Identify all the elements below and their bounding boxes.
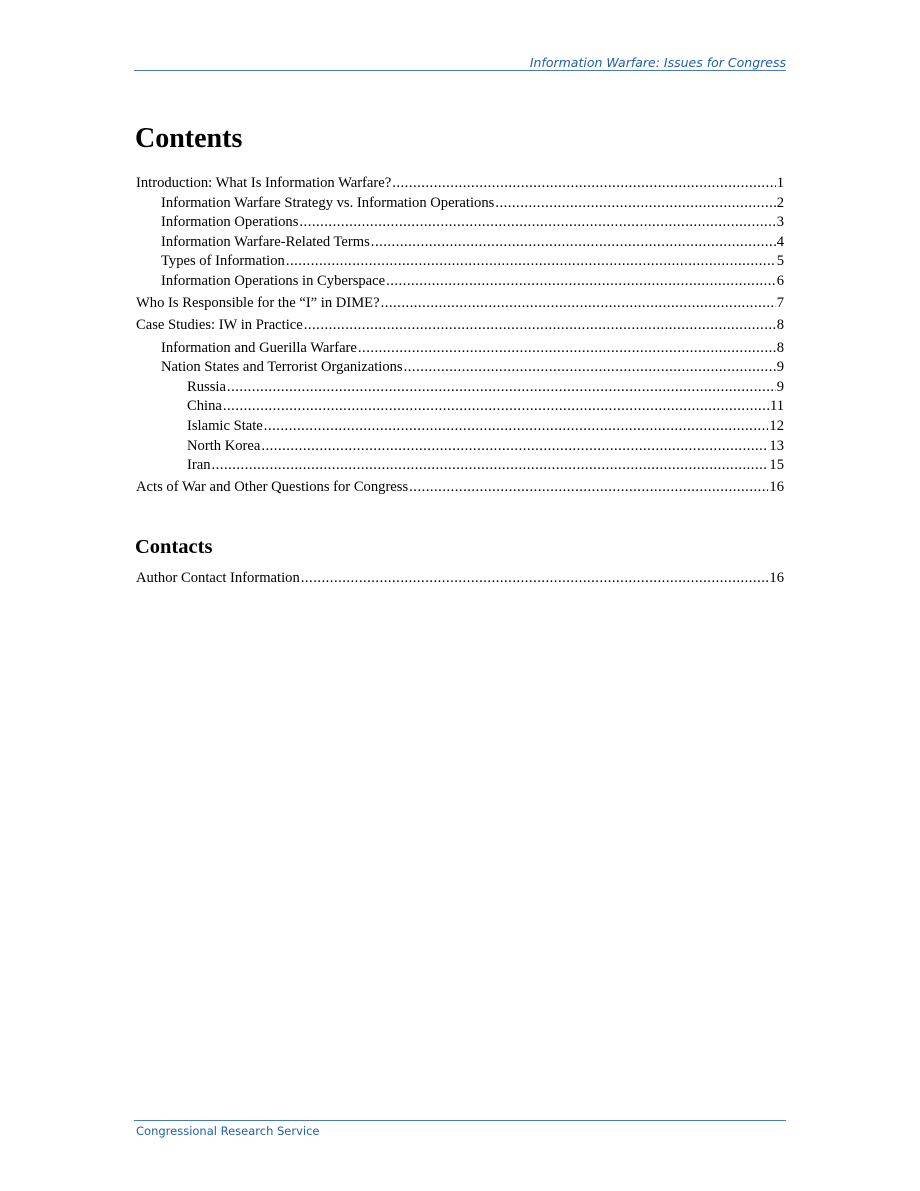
- dot-leader: [381, 294, 776, 314]
- dot-leader: [212, 456, 769, 476]
- toc-entry[interactable]: [136, 339, 784, 359]
- dot-leader: [392, 174, 775, 194]
- dot-leader: [301, 569, 769, 589]
- toc-entry-title: China: [187, 398, 222, 415]
- toc-entry-page: 8: [776, 339, 784, 356]
- toc-entry[interactable]: [136, 437, 784, 457]
- toc-entry-title: Acts of War and Other Questions for Congress: [136, 479, 409, 496]
- contacts-heading: Contacts: [135, 536, 213, 558]
- footer-text: Congressional Research Service: [136, 1124, 320, 1138]
- toc-entry-title: Information Operations: [161, 214, 299, 231]
- toc-entry[interactable]: [136, 569, 784, 589]
- toc-entry[interactable]: [136, 174, 784, 194]
- toc-entry-title: Russia: [187, 378, 226, 395]
- contacts-list: [136, 569, 784, 589]
- toc-entry[interactable]: [136, 358, 784, 378]
- toc-entry-title: Types of Information: [161, 253, 285, 270]
- running-footer: [134, 1120, 786, 1138]
- toc-entry-page: 13: [769, 437, 784, 454]
- dot-leader: [404, 358, 776, 378]
- dot-leader: [304, 316, 776, 336]
- dot-leader: [495, 194, 775, 214]
- dot-leader: [358, 339, 776, 359]
- toc-entry-title: Information Warfare Strategy vs. Information Operations: [161, 194, 495, 211]
- dot-leader: [227, 378, 776, 398]
- toc-entry-title: Nation States and Terrorist Organizations: [161, 359, 403, 376]
- toc-entry-title: Case Studies: IW in Practice: [136, 317, 303, 334]
- header-title: Information Warfare: Issues for Congress: [529, 55, 786, 70]
- dot-leader: [299, 213, 775, 233]
- dot-leader: [261, 437, 768, 457]
- toc-entry-page: 11: [769, 398, 784, 415]
- toc-entry[interactable]: [136, 478, 784, 498]
- toc-entry-title: Information Operations in Cyberspace: [161, 272, 386, 289]
- toc-entry-page: 9: [776, 378, 784, 395]
- toc-entry-title: Information Warfare-Related Terms: [161, 233, 370, 250]
- toc-entry[interactable]: [136, 233, 784, 253]
- toc-entry[interactable]: [136, 417, 784, 437]
- toc-entry-title: Islamic State: [187, 417, 263, 434]
- dot-leader: [371, 233, 776, 253]
- toc-entry[interactable]: [136, 397, 784, 417]
- table-of-contents: [136, 174, 784, 498]
- toc-entry[interactable]: [136, 456, 784, 476]
- toc-entry-page: 8: [776, 317, 784, 334]
- toc-entry[interactable]: [136, 378, 784, 398]
- dot-leader: [264, 417, 769, 437]
- toc-entry-title: Information and Guerilla Warfare: [161, 339, 357, 356]
- toc-entry-title: Iran: [187, 457, 211, 474]
- toc-entry-page: 1: [776, 175, 784, 191]
- toc-entry-page: 16: [769, 479, 784, 496]
- toc-entry-page: 5: [776, 253, 784, 270]
- toc-entry-page: 16: [769, 570, 784, 586]
- dot-leader: [223, 397, 769, 417]
- toc-entry[interactable]: [136, 213, 784, 233]
- dot-leader: [286, 252, 776, 272]
- toc-entry[interactable]: [136, 252, 784, 272]
- toc-entry[interactable]: [136, 272, 784, 292]
- toc-entry-page: 7: [776, 295, 784, 312]
- dot-leader: [409, 478, 768, 498]
- toc-entry[interactable]: [136, 194, 784, 214]
- toc-entry-page: 9: [776, 359, 784, 376]
- toc-entry-page: 2: [776, 194, 784, 211]
- toc-entry-page: 15: [769, 457, 784, 474]
- toc-entry-title: Who Is Responsible for the “I” in DIME?: [136, 295, 380, 312]
- running-header: [134, 54, 786, 71]
- toc-entry[interactable]: [136, 316, 784, 336]
- toc-entry-title: North Korea: [187, 437, 261, 454]
- toc-entry-page: 6: [776, 272, 784, 289]
- toc-entry-page: 12: [769, 417, 784, 434]
- toc-entry-title: Introduction: What Is Information Warfare?: [136, 175, 392, 191]
- toc-entry-title: Author Contact Information: [136, 570, 300, 586]
- dot-leader: [386, 272, 776, 292]
- toc-entry-page: 4: [776, 233, 784, 250]
- contents-heading: Contents: [135, 123, 243, 154]
- toc-entry-page: 3: [776, 214, 784, 231]
- toc-entry[interactable]: [136, 294, 784, 314]
